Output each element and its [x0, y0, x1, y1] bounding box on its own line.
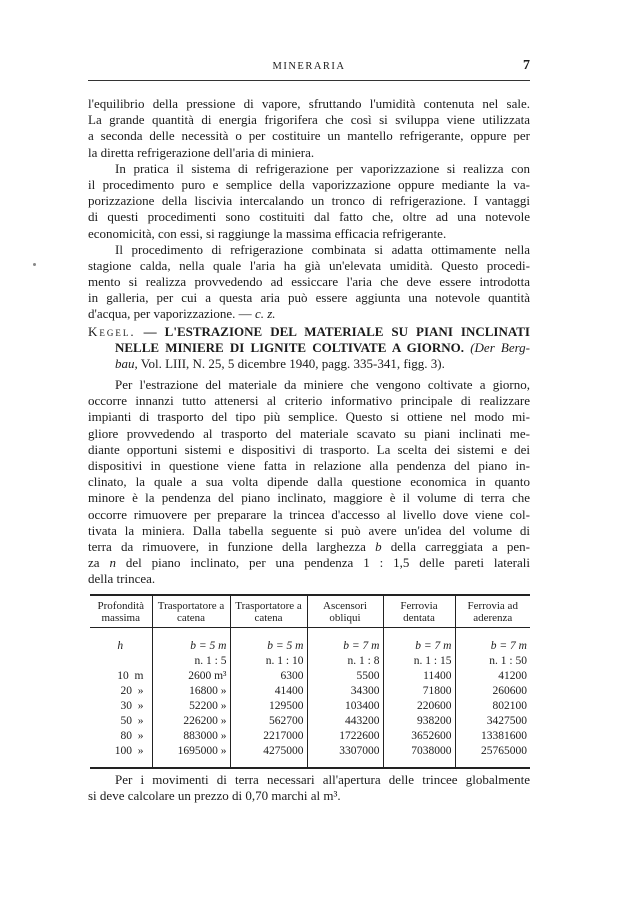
depth-cell	[90, 699, 152, 714]
depth-value: 10	[117, 670, 129, 682]
symbol-n: n	[109, 555, 116, 571]
table-cell: n. 1 : 50	[455, 654, 530, 669]
depth-cell	[90, 684, 152, 699]
depth-cell	[90, 729, 152, 744]
depth-unit: »	[137, 715, 144, 727]
text-segment: za	[88, 555, 100, 571]
text-line	[88, 306, 530, 322]
text-segment: della carreggiata a pen-	[381, 538, 531, 554]
table-cell: b = 5 m	[152, 639, 230, 654]
text-line: In pratica il sistema di refrigerazione per vaporizzazione si realizza con	[115, 160, 530, 176]
table-row	[90, 669, 530, 684]
text-line: impianti di trasporto del tipo più semplice. Questo si ottiene nel modo mi-	[88, 409, 530, 425]
text-line: a seconda delle necessità o per costituire un mantello refrigerante, oppure per	[88, 128, 530, 144]
table-cell: 4275000	[230, 744, 307, 759]
table-cell: b = 7 m	[307, 639, 383, 654]
text-line: porizzazione della liscivia intercalando un tronco di refrigerazione. I vantaggi	[88, 193, 530, 209]
text-line: economicità, con essi, si raggiunge la massima efficacia refrigerante.	[88, 225, 447, 241]
column-header: Ferrovia ad aderenza	[455, 595, 530, 628]
article-heading	[88, 324, 530, 373]
article-reference	[88, 356, 530, 372]
table-row	[90, 729, 530, 744]
header-rule	[88, 80, 530, 81]
table-cell: 5500	[307, 669, 383, 684]
text-segment: del piano inclinato, per una pendenza 1 : 1,5 delle pareti laterali	[115, 555, 530, 571]
article-title-part: L'ESTRAZIONE DEL MATERIALE SU PIANI INCLINATI	[164, 324, 530, 339]
dash: —	[135, 324, 165, 339]
article-author: Kegel.	[88, 324, 136, 339]
column-header: Trasportatore a catena	[230, 595, 307, 628]
source-journal: bau,	[115, 356, 138, 372]
text-segment: terra da rimuovere, in funzione della larghezza	[88, 538, 366, 554]
table-cell: 562700	[230, 714, 307, 729]
reference-details: Vol. LIII, N. 25, 5 dicembre 1940, pagg. 335-341, figg. 3).	[137, 356, 445, 372]
table-row	[90, 684, 530, 699]
text-line: dispositivi in questione viene fatta in relazione alla pendenza del piano in-	[88, 457, 530, 473]
table-cell: n. 1 : 15	[383, 654, 455, 669]
table-cell: n. 1 : 5	[152, 654, 230, 669]
article-title-line	[88, 340, 530, 356]
depth-cell	[90, 714, 152, 729]
text-line: la diretta refrigerazione dell'aria di miniera.	[88, 144, 315, 160]
text-line: minore è la pendenza del piano inclinato, maggiore è il volume di terra che	[88, 490, 530, 506]
text-line: Per i movimenti di terra necessari all'apertura delle trincee globalmente	[115, 772, 530, 787]
table-cell: n. 1 : 8	[307, 654, 383, 669]
column-header: Ferrovia dentata	[383, 595, 455, 628]
article-title-part: NELLE MINIERE DI LIGNITE COLTIVATE A GIORNO.	[115, 340, 465, 356]
closing-paragraph	[88, 772, 530, 804]
depth-value: 100	[114, 745, 132, 757]
depth-value: 20	[120, 685, 132, 697]
text-line: stagione calda, nella quale l'aria ha già un'elevata umidità. Questo procedi-	[88, 257, 530, 273]
table-width-row	[90, 639, 530, 654]
table-cell: 129500	[230, 699, 307, 714]
page-header	[88, 58, 530, 78]
table-cell: 71800	[383, 684, 455, 699]
column-header: Profondità massima	[90, 595, 152, 628]
table-cell: 802100	[455, 699, 530, 714]
table-row	[90, 699, 530, 714]
table-cell: n. 1 : 10	[230, 654, 307, 669]
depth-value: 30	[120, 700, 132, 712]
text-line: il procedimento puro e semplice della vaporizzazione oppure mediante la va-	[88, 176, 530, 192]
text-line: Il procedimento di refrigerazione combinata si adatta ottimamente nella	[115, 241, 530, 257]
column-header: Trasportatore a catena	[152, 595, 230, 628]
table-row	[90, 744, 530, 759]
depth-unit: »	[137, 700, 144, 712]
source-journal: (Der Berg-	[470, 340, 531, 356]
depth-value: 50	[120, 715, 132, 727]
text-line: occorre innanzi tutto attenersi al criterio informativo principale di realizzare	[88, 393, 530, 409]
table-cell: b = 7 m	[455, 639, 530, 654]
depth-cell	[90, 669, 152, 684]
text-line: diante opportuni sistemi e dispositivi di trasporto. La scelta dei sistemi e dei	[88, 441, 530, 457]
table-spacer	[90, 628, 530, 640]
text-segment: d'acqua, per vaporizzazione. —	[88, 306, 252, 322]
table-cell: 226200 »	[152, 714, 230, 729]
text-line: clinato, la quale a sua volta dipende dalla questione economica in quanto	[88, 474, 530, 490]
table-cell: 938200	[383, 714, 455, 729]
depth-unit: »	[137, 745, 144, 757]
symbol-b: b	[375, 538, 382, 554]
table-cell: 6300	[230, 669, 307, 684]
h-label: h	[117, 640, 124, 652]
table-cell: 3307000	[307, 744, 383, 759]
depth-unit: »	[137, 685, 144, 697]
table-cell: b = 5 m	[230, 639, 307, 654]
text-line: mento si realizza provvedendo ad essiccare l'aria che deve essere introdotta	[88, 274, 530, 290]
table-cell: 16800 »	[152, 684, 230, 699]
table-cell: 443200	[307, 714, 383, 729]
text-line: occorre rimuovere per preparare la trincea d'accesso al livello dove viene col-	[88, 506, 530, 522]
text-line	[88, 539, 530, 555]
table-cell: 52200 »	[152, 699, 230, 714]
table-cell: 1695000 »	[152, 744, 230, 759]
table-cell: 220600	[383, 699, 455, 714]
table-cell: 3652600	[383, 729, 455, 744]
excavation-volume-table	[90, 594, 530, 769]
text-line: l'equilibrio della pressione di vapore, sfruttando l'umidità contenuta nel sale.	[88, 96, 530, 111]
table-cell: 2217000	[230, 729, 307, 744]
text-line: La grande quantità di energia frigorifera che così si sviluppa viene utilizzata	[88, 112, 530, 128]
table-cell: 34300	[307, 684, 383, 699]
table-cell: 25765000	[455, 744, 530, 759]
text-line: gliore provvedendo al trasporto del materiale scavato su piani inclinati me-	[88, 425, 530, 441]
table-cell: 260600	[455, 684, 530, 699]
table-cell: 1722600	[307, 729, 383, 744]
intro-text	[88, 96, 530, 323]
table-cell: 41200	[455, 669, 530, 684]
table-slope-row	[90, 654, 530, 669]
article-title-line	[88, 324, 530, 340]
text-line: della trincea.	[88, 571, 156, 587]
depth-cell	[90, 744, 152, 759]
depth-unit: »	[137, 730, 144, 742]
text-line: tivata la miniera. Dalla tabella seguente si può avere un'idea del volume di	[88, 522, 530, 538]
column-header: Ascensori obliqui	[307, 595, 383, 628]
table-spacer	[90, 759, 530, 768]
article-body	[88, 377, 530, 587]
text-line: di questi procedimenti sono costituiti dal fatto che, oltre ad una notevole	[88, 209, 530, 225]
table-header-row	[90, 595, 530, 628]
table-cell: 2600 m³	[152, 669, 230, 684]
depth-unit: m	[134, 670, 144, 682]
table-cell: 7038000	[383, 744, 455, 759]
table-cell: 11400	[383, 669, 455, 684]
scan-speck	[33, 263, 36, 266]
running-title: MINERARIA	[272, 61, 346, 72]
text-line: in galleria, per cui a questa aria può essere aggiunta una notevole quantità	[88, 290, 530, 306]
table-cell: b = 7 m	[383, 639, 455, 654]
table-cell: 103400	[307, 699, 383, 714]
author-signature: c. z.	[254, 306, 276, 322]
table-cell: 13381600	[455, 729, 530, 744]
table-cell: 3427500	[455, 714, 530, 729]
text-line	[88, 555, 530, 571]
table-cell: 883000 »	[152, 729, 230, 744]
text-line: si deve calcolare un prezzo di 0,70 marchi al m³.	[88, 788, 341, 804]
table-cell: 41400	[230, 684, 307, 699]
table-row	[90, 714, 530, 729]
page-number: 7	[523, 58, 530, 73]
depth-value: 80	[120, 730, 132, 742]
text-line: Per l'estrazione del materiale da miniere che vengono coltivate a giorno,	[115, 377, 530, 392]
